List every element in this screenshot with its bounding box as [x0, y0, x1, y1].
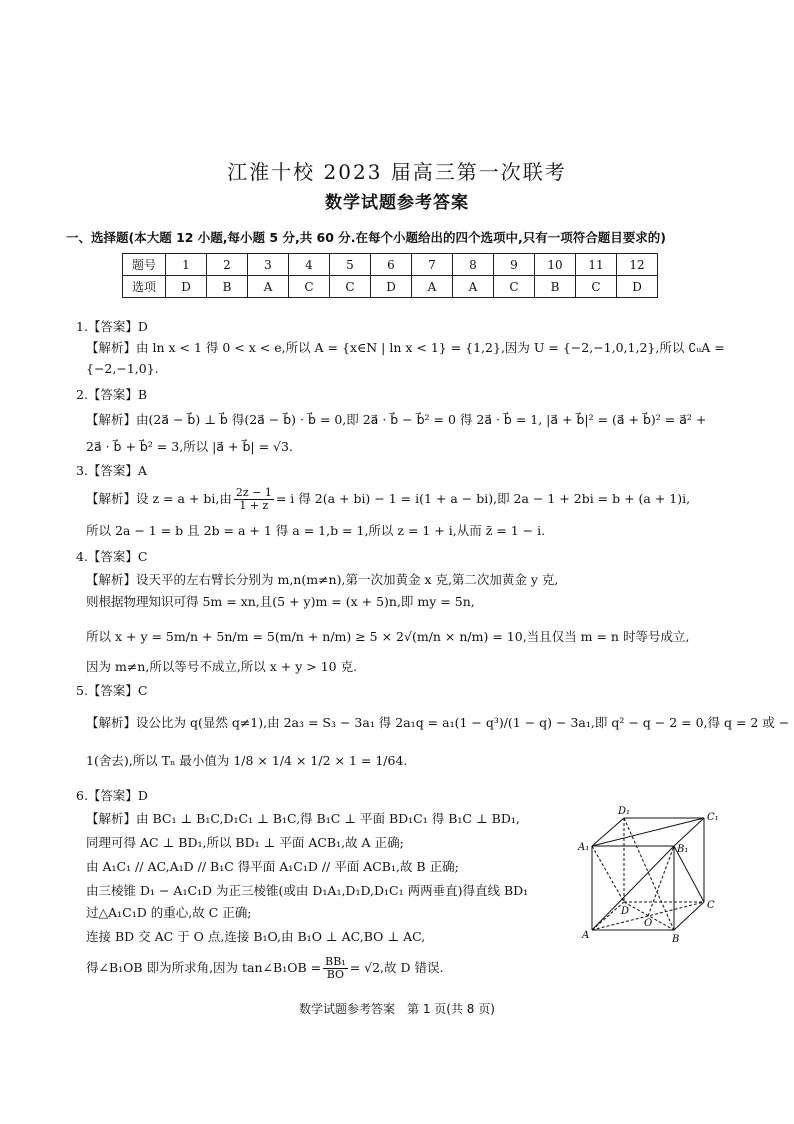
table-cell: 11	[576, 254, 617, 276]
q6-text: 得∠B₁OB 即为所求角,因为 tan∠B₁OB =	[86, 960, 322, 975]
q1-solution-line: 【解析】由 ln x < 1 得 0 < x < e,所以 A = {x∈N | ln x < 1} = {1,2},因为 U = {−2,−1,0,1,2},所以 ∁ᵤA =	[86, 340, 725, 355]
page-subtitle: 数学试题参考答案	[325, 193, 469, 213]
q6-solution-line: 【解析】由 BC₁ ⊥ B₁C,D₁C₁ ⊥ B₁C,得 B₁C ⊥ 平面 BD₁C₁ 得 B₁C ⊥ BD₁,	[86, 811, 520, 826]
q2-solution-line: 2a⃗ · b⃗ + b⃗² = 3,所以 |a⃗ + b⃗| = √3.	[86, 439, 293, 454]
q6-solution-line: 连接 BD 交 AC 于 O 点,连接 B₁O,由 B₁O ⊥ AC,BO ⊥ AC,	[86, 929, 426, 944]
vertex-label-a1: A₁	[578, 842, 590, 853]
q3-answer: 3.【答案】A	[76, 463, 147, 478]
q5-solution-line: 【解析】设公比为 q(显然 q≠1),由 2a₃ = S₃ − 3a₁ 得 2a₁q = a₁(1 − q³)/(1 − q) − 3a₁,即 q² − q − 2 = 0,得 q = 2 或 −	[86, 715, 790, 730]
q2-answer: 2.【答案】B	[76, 387, 148, 402]
table-cell: 3	[248, 254, 289, 276]
table-cell: 2	[207, 254, 248, 276]
table-cell: 9	[494, 254, 535, 276]
q4-solution-line: 所以 x + y = 5m/n + 5n/m = 5(m/n + n/m) ≥ 5 × 2√(m/n × n/m) = 10,当且仅当 m = n 时等号成立,	[86, 629, 690, 644]
table-cell: 12	[617, 254, 658, 276]
q3-fraction	[234, 487, 274, 512]
table-cell: D	[371, 276, 412, 298]
vertex-label-d: D	[621, 906, 630, 917]
table-cell: A	[453, 276, 494, 298]
table-cell: 5	[330, 254, 371, 276]
table-cell: 10	[535, 254, 576, 276]
q4-solution-line: 【解析】设天平的左右臂长分别为 m,n(m≠n),第一次加黄金 x 克,第二次加黄金 y 克,	[86, 572, 559, 587]
vertex-label-d1: D₁	[618, 806, 631, 817]
q6-solution-line: 过△A₁C₁D 的重心,故 C 正确;	[86, 905, 252, 920]
section-heading: 一、选择题(本大题 12 小题,每小题 5 分,共 60 分.在每个小题给出的四个选项中,只有一项符合题目要求的)	[66, 230, 667, 245]
table-row-label: 选项	[123, 276, 166, 298]
q6-answer: 6.【答案】D	[76, 788, 148, 803]
table-row-label: 题号	[123, 254, 166, 276]
table-cell: D	[166, 276, 207, 298]
q4-answer: 4.【答案】C	[76, 549, 148, 564]
q5-solution-line: 1(舍去),所以 Tₙ 最小值为 1/8 × 1/4 × 1/2 × 1 = 1/64.	[86, 753, 408, 768]
table-cell: 8	[453, 254, 494, 276]
q3-text: = i 得 2(a + bi) − 1 = i(1 + a − bi),即 2a − 1 + 2bi = b + (a + 1)i,	[275, 491, 691, 506]
table-cell: A	[412, 276, 453, 298]
q5-answer: 5.【答案】C	[76, 683, 148, 698]
fraction-numerator: BB₁	[325, 955, 346, 968]
table-cell: 6	[371, 254, 412, 276]
q6-text: = √2,故 D 错误.	[349, 960, 444, 975]
vertex-label-b1: B₁	[677, 844, 689, 855]
page-footer: 数学试题参考答案 第 1 页(共 8 页)	[299, 1002, 495, 1016]
q3-text: 【解析】设 z = a + bi,由	[86, 491, 232, 506]
q3-solution-line	[86, 487, 690, 512]
vertex-label-o: O	[644, 918, 653, 929]
table-cell: 7	[412, 254, 453, 276]
table-cell: C	[576, 276, 617, 298]
fraction-numerator: 2z − 1	[235, 486, 272, 499]
table-cell: 1	[166, 254, 207, 276]
table-row-answers	[123, 276, 658, 298]
q6-solution-line: 同理可得 AC ⊥ BD₁,所以 BD₁ ⊥ 平面 ACB₁,故 A 正确;	[86, 835, 404, 850]
vertex-label-c: C	[707, 900, 715, 911]
vertex-label-b: B	[672, 934, 680, 945]
q6-solution-line	[86, 956, 443, 981]
q1-solution-line: {−2,−1,0}.	[86, 361, 159, 376]
q6-fraction	[323, 956, 348, 981]
q6-solution-line: 由 A₁C₁ // AC,A₁D // B₁C 得平面 A₁C₁D // 平面 ACB₁,故 B 正确;	[86, 859, 459, 874]
answer-table	[122, 253, 658, 298]
q4-solution-line: 因为 m≠n,所以等号不成立,所以 x + y > 10 克.	[86, 659, 358, 674]
fraction-denominator: 1 + z	[239, 499, 269, 512]
table-cell: 4	[289, 254, 330, 276]
q2-solution-line: 【解析】由(2a⃗ − b⃗) ⊥ b⃗ 得(2a⃗ − b⃗) · b⃗ = 0,即 2a⃗ · b⃗ − b⃗² = 0 得 2a⃗ · b⃗ = 1, |a⃗ + b⃗|² = (a⃗ + b⃗)² = a⃗² +	[86, 412, 707, 427]
q3-solution-line: 所以 2a − 1 = b 且 2b = a + 1 得 a = 1,b = 1,所以 z = 1 + i,从而 z̄ = 1 − i.	[86, 523, 546, 538]
q6-solution-line: 由三棱锥 D₁ − A₁C₁D 为正三棱锥(或由 D₁A₁,D₁D,D₁C₁ 两两垂直)得直线 BD₁	[86, 883, 529, 898]
q4-solution-line: 则根据物理知识可得 5m = xn,且(5 + y)m = (x + 5)n,即 my = 5n,	[86, 594, 475, 609]
table-cell: C	[494, 276, 535, 298]
table-row-numbers	[123, 254, 658, 276]
table-cell: B	[207, 276, 248, 298]
vertex-label-a: A	[582, 930, 590, 941]
table-cell: A	[248, 276, 289, 298]
cube-figure	[574, 800, 724, 950]
table-cell: D	[617, 276, 658, 298]
table-cell: C	[289, 276, 330, 298]
q1-answer: 1.【答案】D	[76, 319, 148, 334]
table-cell: C	[330, 276, 371, 298]
table-cell: B	[535, 276, 576, 298]
page-title: 江淮十校 2023 届高三第一次联考	[227, 160, 567, 184]
fraction-denominator: BO	[326, 968, 345, 981]
vertex-label-c1: C₁	[707, 812, 719, 823]
